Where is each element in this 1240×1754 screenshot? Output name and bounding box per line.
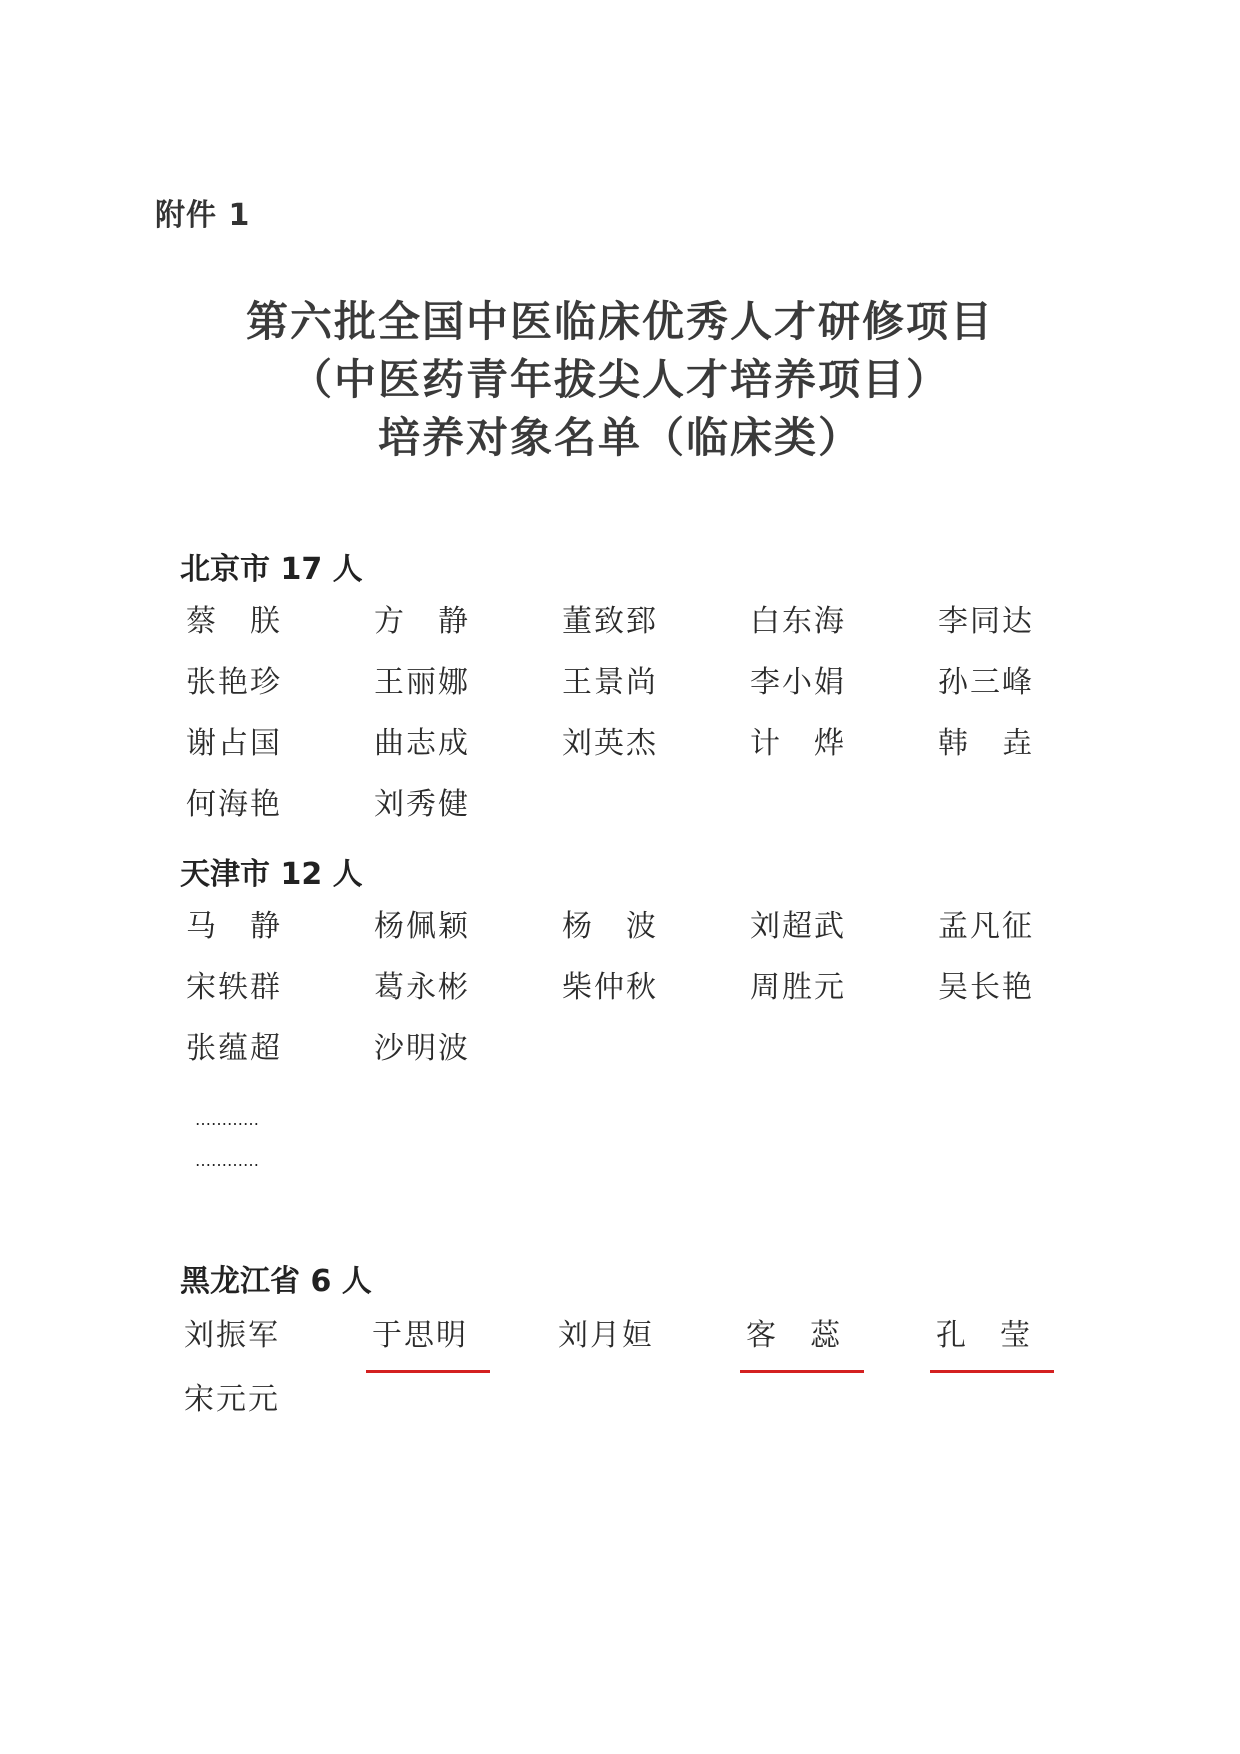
name-list-heilongjiang (186, 1316, 1086, 1441)
person-name: 董致郅 (562, 604, 658, 639)
person-name: 王景尚 (562, 665, 658, 700)
title-line-1: 第六批全国中医临床优秀人才研修项目 (245, 297, 994, 346)
attachment-label: 附件 1 (155, 198, 251, 233)
name-row (186, 1380, 1086, 1441)
name-row (186, 602, 1086, 663)
omission-ellipsis: ………… (195, 1110, 259, 1129)
name-row (186, 968, 1086, 1029)
person-name: 柴仲秋 (562, 970, 658, 1005)
person-name: 李同达 (938, 604, 1034, 639)
person-name: 谢占国 (186, 726, 282, 761)
section-heading-beijing: 北京市 17 人 (180, 552, 363, 587)
person-name-highlighted: 于思明 (372, 1316, 522, 1356)
person-name: 孟凡征 (938, 909, 1034, 944)
person-name: 李小娟 (750, 665, 846, 700)
name-row (186, 1029, 1086, 1090)
title-line-3: 培养对象名单（临床类） (377, 413, 862, 462)
omission-ellipsis: ………… (195, 1151, 259, 1170)
person-name: 刘月姮 (558, 1318, 654, 1353)
person-name: 刘振军 (184, 1318, 280, 1353)
person-name: 吴长艳 (938, 970, 1034, 1005)
person-name: 张蕴超 (186, 1031, 282, 1066)
person-name: 刘秀健 (374, 787, 470, 822)
person-name: 孙三峰 (938, 665, 1034, 700)
person-name: 宋元元 (184, 1382, 280, 1417)
person-name: 杨 波 (562, 909, 658, 944)
title-line-2: （中医药青年拔尖人才培养项目） (289, 355, 950, 404)
person-name: 宋轶群 (186, 970, 282, 1005)
name-row (186, 907, 1086, 968)
person-name: 杨佩颖 (374, 909, 470, 944)
person-name: 何海艳 (186, 787, 282, 822)
person-name: 葛永彬 (374, 970, 470, 1005)
person-name: 韩 垚 (938, 726, 1034, 761)
name-row (186, 663, 1086, 724)
section-heading-heilongjiang: 黑龙江省 6 人 (180, 1264, 372, 1299)
person-name-highlighted: 孔 莹 (936, 1316, 1086, 1356)
person-name: 方 静 (374, 604, 470, 639)
person-name: 周胜元 (750, 970, 846, 1005)
person-name: 曲志成 (374, 726, 470, 761)
name-list-tianjin (186, 907, 1086, 1090)
person-name: 马 静 (186, 909, 282, 944)
person-name-highlighted: 客 蕊 (746, 1316, 896, 1356)
name-row (186, 1316, 1086, 1380)
person-name: 刘超武 (750, 909, 846, 944)
document-title (0, 293, 1240, 467)
person-name: 蔡 朕 (186, 604, 282, 639)
name-row (186, 724, 1086, 785)
name-list-beijing (186, 602, 1086, 846)
person-name: 王丽娜 (374, 665, 470, 700)
person-name: 刘英杰 (562, 726, 658, 761)
name-row (186, 785, 1086, 846)
section-heading-tianjin: 天津市 12 人 (180, 857, 363, 892)
person-name: 沙明波 (374, 1031, 470, 1066)
person-name: 白东海 (750, 604, 846, 639)
person-name: 张艳珍 (186, 665, 282, 700)
person-name: 计 烨 (750, 726, 846, 761)
